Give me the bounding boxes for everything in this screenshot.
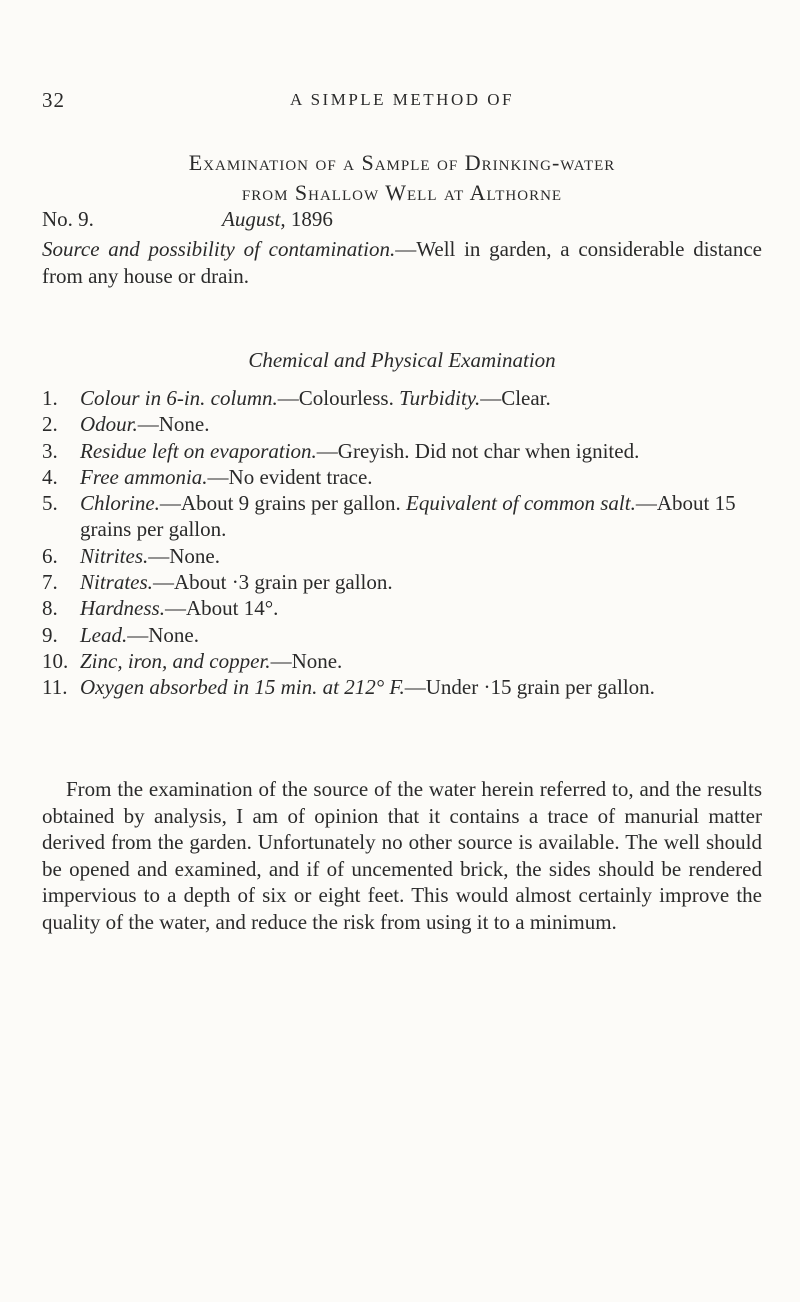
item-number: 10. [42,648,69,673]
exam-heading: Chemical and Physical Examination [248,348,556,372]
item-value: —No evident trace. [207,464,373,489]
item-number: 7. [42,570,58,595]
item-label: Hardness. [80,596,165,621]
list-item [42,569,762,595]
list-item [42,438,762,464]
item-label: Nitrates. [80,570,153,595]
sample-number: No. 9. [42,207,94,231]
running-head [42,88,762,112]
running-title: A SIMPLE METHOD OF [290,90,514,109]
item-label: Colour in 6-in. column. [80,386,278,410]
list-item [42,490,762,543]
item-value: —About 9 grains per gallon. [159,491,401,516]
item-label: Lead. [80,622,128,647]
list-item [42,411,762,437]
list-item [42,674,762,700]
item-label: Residue left on evaporation. [80,438,317,463]
list-item [42,595,762,621]
item-number: 5. [42,491,58,516]
item-number: 11. [42,675,68,700]
item-value: —None. [137,412,210,437]
item-label: Nitrites. [80,543,149,568]
list-item [42,622,762,648]
item-value-2: —About 15 grains per gallon. [80,491,736,542]
item-value-2: —Clear. [480,386,551,410]
section-title [42,148,762,208]
item-number: 4. [42,464,58,489]
sample-year: 1896 [290,207,333,231]
item-label: Zinc, iron, and copper. [80,648,271,673]
list-item [42,385,762,411]
sample-month: August, [222,207,286,231]
item-number: 3. [42,438,58,463]
item-value: —None. [127,622,199,647]
item-label-2: Equivalent of common salt. [406,491,636,516]
list-item [42,648,762,674]
item-label-2: Turbidity. [399,386,481,410]
source-paragraph [42,236,762,289]
list-item [42,464,762,490]
item-label: Odour. [80,412,138,437]
section-title-line-1: Examination of a Sample of Drinking-water [188,150,616,175]
exam-results-list [42,385,762,701]
item-number: 8. [42,596,58,621]
item-value: —About 14°. [164,596,279,621]
item-value: —None. [148,543,221,568]
item-value: —Under ·15 grain per gallon. [404,675,655,700]
section-title-line-2: from Shallow Well at Althorne [241,180,563,205]
source-text: —Well in garden, a considerable distance from any house or drain. [42,237,763,288]
item-value: —None. [270,648,343,673]
page-number: 32 [42,88,65,112]
item-label: Oxygen absorbed in 15 min. at 212° F. [80,675,405,700]
item-value: —Colourless. [277,386,394,410]
list-item [42,543,762,569]
item-number: 6. [42,543,58,568]
item-number: 1. [42,386,58,410]
item-number: 2. [42,412,58,437]
item-label: Free ammonia. [80,464,208,489]
item-value: —About ·3 grain per gallon. [152,570,393,595]
item-label: Chlorine. [80,491,160,516]
source-label: Source and possibility of contamination. [42,237,396,261]
sample-number-line [42,207,333,232]
conclusion-paragraph: From the examination of the source of the water herein referred to, and the results obtained by analysis, I am of opinion that it contains a trace of manurial matter derived from the garden. Unfortunately no other source is available. The well should be opened and examined, and if of uncemented brick, the sides should be rendered impervious to a depth of six or eight feet. This would almost certainly improve the quality of the water, and reduce the risk from using it to a minimum. [42,777,762,934]
item-value: —Greyish. Did not char when ignited. [316,438,640,463]
item-number: 9. [42,622,58,647]
